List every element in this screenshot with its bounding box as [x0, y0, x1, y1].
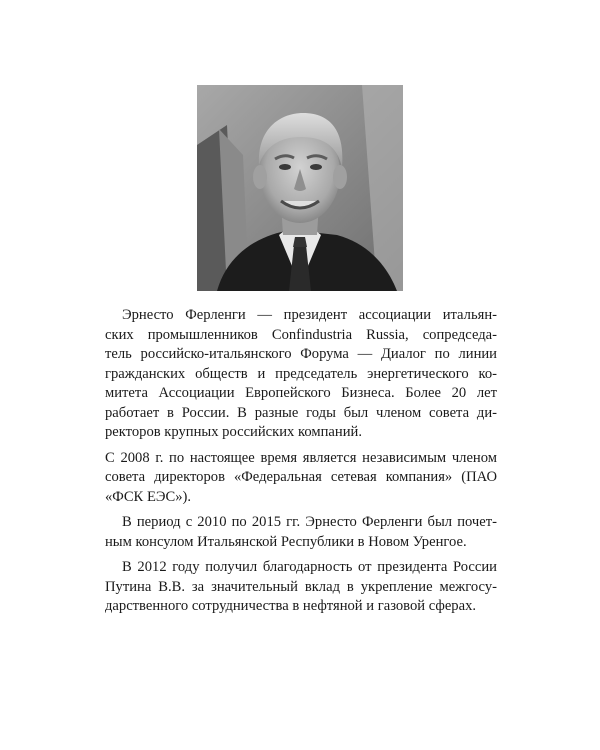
paragraph-4 — [105, 558, 497, 617]
text-line: «ФСК ЕЭС»). — [105, 488, 192, 505]
text-line: совета директоров «Федеральная сетевая компания» (ПАО — [105, 469, 497, 485]
text-line: работает в России. В разные годы был членом совета ди- — [105, 404, 497, 421]
text-line: С 2008 г. по настоящее время является независимым членом — [105, 449, 497, 466]
portrait-image — [197, 85, 403, 291]
text-line: гражданских обществ и председатель энергетического ко- — [105, 365, 497, 382]
text-line: ских промышленников Confindustria Russia, сопредседа- — [105, 326, 497, 343]
biography-text — [105, 306, 497, 623]
text-line: тель российско-итальянского Форума — Диалог по линии — [105, 346, 497, 362]
text-line: дарственного сотрудничества в нефтяной и газовой сферах. — [105, 598, 477, 614]
text-line: ректоров крупных российских компаний. — [105, 424, 362, 440]
paragraph-3 — [105, 513, 497, 552]
text-line: Эрнесто Ферленги — президент ассоциации итальян- — [122, 307, 497, 323]
paragraph-2 — [105, 449, 497, 508]
text-line: Путина В.В. за значительный вклад в укрепление межгосу- — [105, 578, 497, 595]
text-line: В 2012 году получил благодарность от президента России — [122, 559, 497, 575]
text-line: ным консулом Итальянской Республики в Новом Уренгое. — [105, 533, 467, 550]
paragraph-1 — [105, 306, 497, 443]
text-line: В период с 2010 по 2015 гг. Эрнесто Ферленги был почет- — [122, 514, 497, 530]
text-line: митета Ассоциации Европейского Бизнеса. Более 20 лет — [105, 385, 497, 401]
portrait-photo — [197, 85, 403, 291]
